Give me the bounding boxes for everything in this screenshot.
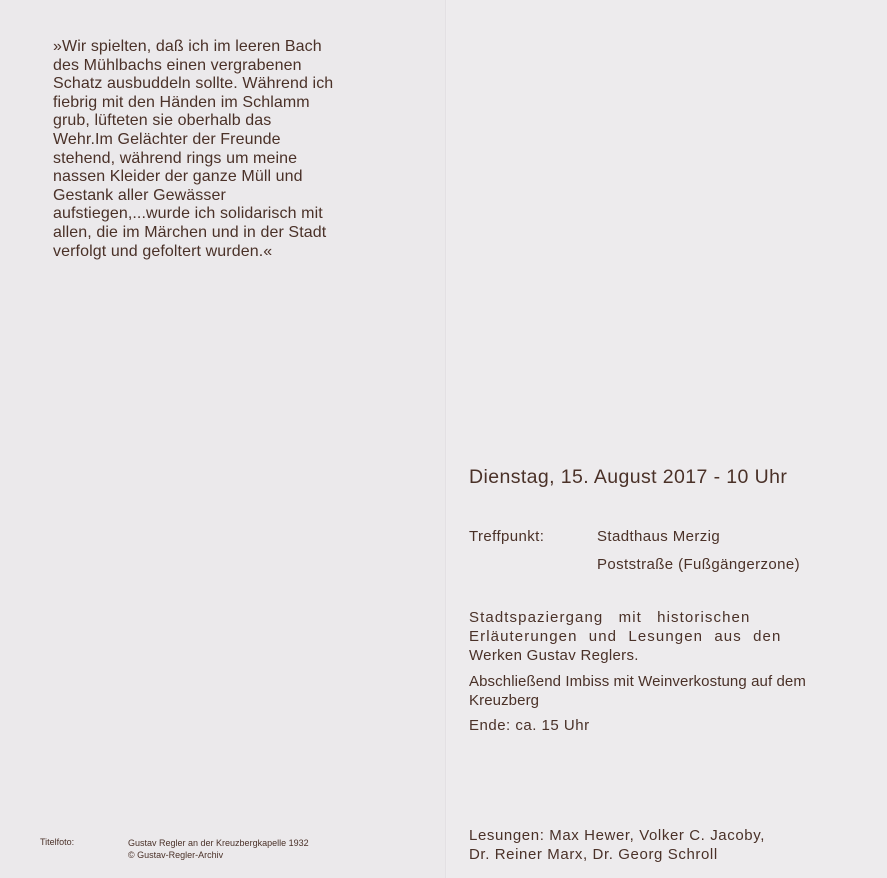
description-line: Stadtspaziergang mit historischen [469,609,751,626]
photo-credit-caption: Gustav Regler an der Kreuzbergkapelle 1932 [128,838,309,848]
regler-quote: »Wir spielten, daß ich im leeren Bach des Mühlbachs einen vergrabenen Schatz ausbuddeln sollte. Während ich fiebrig mit den Händen im Schlamm grub, lüfteten sie oberhalb das Wehr.Im Gelächter der Freunde stehend, während rings um meine nassen Kleider der ganze Müll und Gestank aller Gewässer aufstiegen,...wurde ich solidarisch mit allen, die im Märchen und in der Stadt verfolgt und gefoltert wurden.« [53,38,334,260]
meeting-point-label: Treffpunkt: [469,528,545,545]
photo-credit-copyright: © Gustav-Regler-Archiv [128,850,224,860]
description-line: Werken Gustav Reglers. [469,647,639,664]
photo-credit [128,837,309,861]
event-date: Dienstag, 15. August 2017 - 10 Uhr [469,466,788,488]
meeting-point-street: Poststraße (Fußgängerzone) [597,556,800,573]
photo-credit-label: Titelfoto: [40,837,75,847]
readers-line: Lesungen: Max Hewer, Volker C. Jacoby, [469,827,765,844]
event-description [469,608,855,665]
closing-event: Abschließend Imbiss mit Weinverkostung auf dem Kreuzberg [469,673,806,709]
end-time: Ende: ca. 15 Uhr [469,717,590,734]
readers [469,826,855,864]
readers-line: Dr. Reiner Marx, Dr. Georg Schroll [469,846,718,863]
right-panel [447,0,887,878]
meeting-point-place: Stadthaus Merzig [597,528,721,545]
description-line: Erläuterungen und Lesungen aus den [469,628,782,645]
